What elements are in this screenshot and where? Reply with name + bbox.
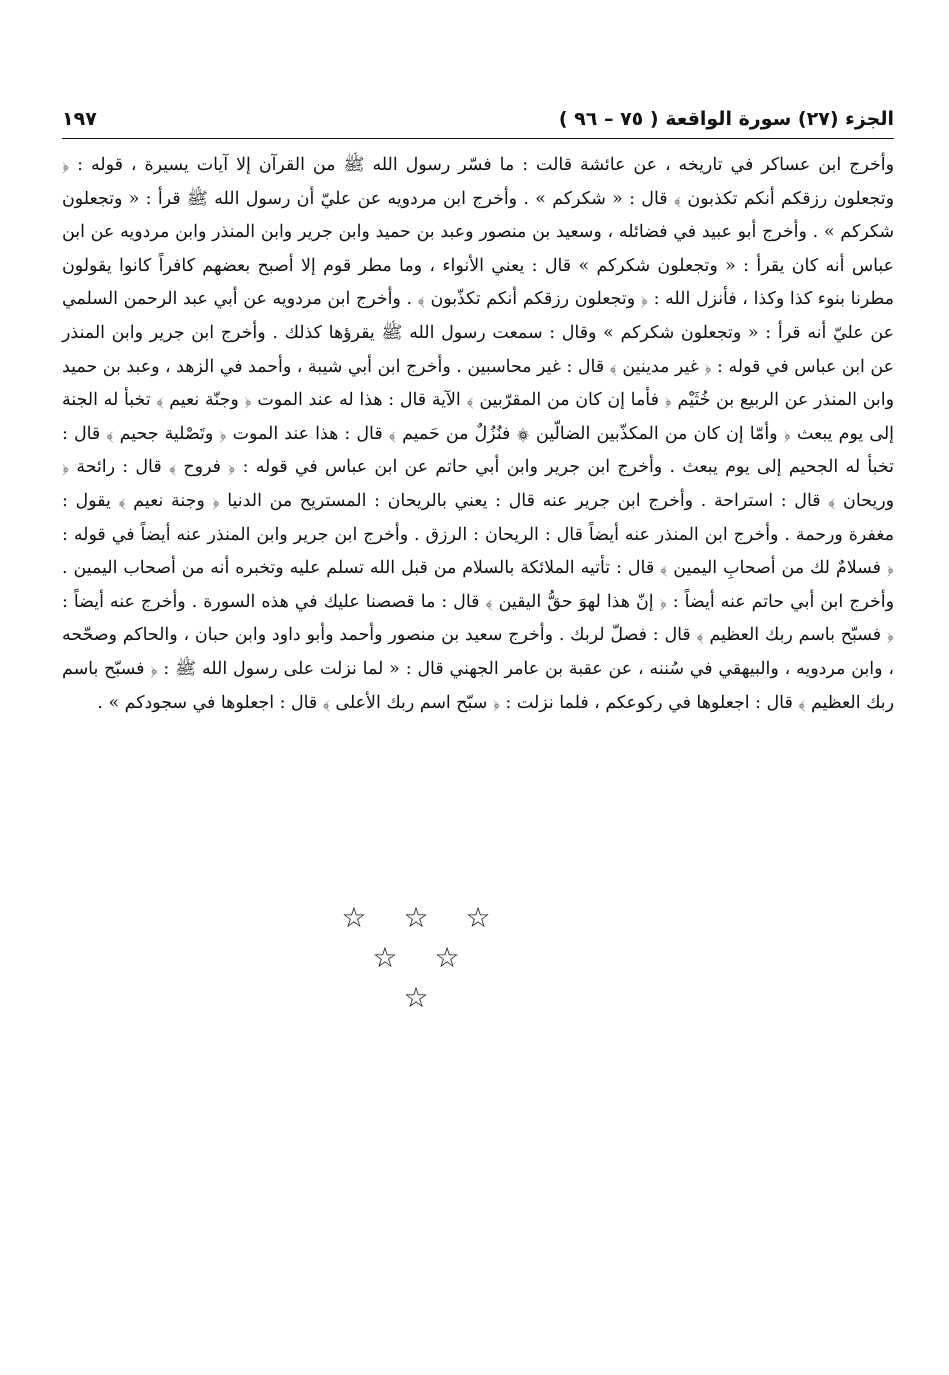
body-text	[62, 149, 894, 720]
star-row-3	[0, 985, 832, 1013]
page	[62, 108, 894, 720]
star-ornament	[0, 905, 832, 1013]
paragraph: وأخرج ابن عساكر في تاريخه ، عن عائشة قالت : ما فسّر رسول الله ﷺ من القرآن إلا آيات يسيرة ، قوله : ﴿ وتجعلون رزقكم أنكم تكذبون ﴾ قال : « شكركم » . وأخرج ابن مردويه عن عليّ أن رسول الله ﷺ قرأ : « وتجعلون شكركم » . وأخرج أبو عبيد في فضائله ، وسعيد بن منصور وعبد بن حميد وابن جرير وابن المنذر وابن مردويه عن ابن عباس أنه كان يقرأ : « وتجعلون شكركم » قال : يعني الأنواء ، وما مطر قوم إلا أصبح بعضهم كافراً كانوا يقولون مطرنا بنوء كذا وكذا ، فأنزل الله : ﴿ وتجعلون رزقكم أنكم تكذّبون ﴾ . وأخرج ابن مردويه عن أبي عبد الرحمن السلمي عن عليّ أنه قرأ : « وتجعلون شكركم » وقال : سمعت رسول الله ﷺ يقرؤها كذلك . وأخرج ابن جرير وابن المنذر عن ابن عباس في قوله : ﴿ غير مدينين ﴾ قال : غير محاسبين . وأخرج ابن أبي شيبة ، وأحمد في الزهد ، وعبد بن حميد وابن المنذر عن الربيع بن خُثَيْم ﴿ فأما إن كان من المقرّبين ﴾ الآية قال : هذا له عند الموت ﴿ وجنّة نعيم ﴾ تخبأ له الجنة إلى يوم يبعث ﴿ وأمّا إن كان من المكذّبين الضالّين ۞ فنُزُلٌ من حَميم ﴾ قال : هذا عند الموت ﴿ وتَصْلية جحيم ﴾ قال : تخبأ له الجحيم إلى يوم يبعث . وأخرج ابن جرير وابن أبي حاتم عن ابن عباس في قوله : ﴿ فروح ﴾ قال : رائحة ﴿ وريحان ﴾ قال : استراحة . وأخرج ابن جرير عنه قال : يعني بالريحان : المستريح من الدنيا ﴿ وجنة نعيم ﴾ يقول : مغفرة ورحمة . وأخرج ابن المنذر عنه أيضاً قال : الريحان : الرزق . وأخرج ابن جرير وابن المنذر عنه أيضاً في قوله : ﴿ فسلامٌ لك من أصحابِ اليمين ﴾ قال : تأتيه الملائكة بالسلام من قبل الله تسلم عليه وتخبره أنه من أصحاب اليمين . وأخرج ابن أبي حاتم عنه أيضاً : ﴿ إنّ هذا لهوَ حقُّ اليقين ﴾ قال : ما قصصنا عليك في هذه السورة . وأخرج عنه أيضاً : ﴿ فسبّح باسم ربك العظيم ﴾ قال : فصلّ لربك . وأخرج سعيد بن منصور وأحمد وأبو داود وابن حبان ، والحاكم وصحّحه ، وابن مردويه ، والبيهقي في سُننه ، عن عقبة بن عامر الجهني قال : « لما نزلت على رسول الله ﷺ : ﴿ فسبّح باسم ربك العظيم ﴾ قال : اجعلوها في ركوعكم ، فلما نزلت : ﴿ سبّح اسم ربك الأعلى ﴾ قال : اجعلوها في سجودكم » .	[62, 155, 894, 713]
star-row-2	[0, 945, 832, 973]
running-header	[62, 108, 894, 139]
star-icon: ☆	[465, 903, 491, 934]
header-title: الجزء (٢٧) سورة الواقعة ( ٧٥ – ٩٦ )	[558, 108, 894, 130]
star-icon: ☆	[372, 943, 398, 974]
star-icon: ☆	[403, 903, 429, 934]
star-icon: ☆	[403, 983, 429, 1014]
star-icon: ☆	[341, 903, 367, 934]
star-icon: ☆	[434, 943, 460, 974]
star-row-1	[0, 905, 832, 933]
page-number: ١٩٧	[62, 108, 97, 130]
